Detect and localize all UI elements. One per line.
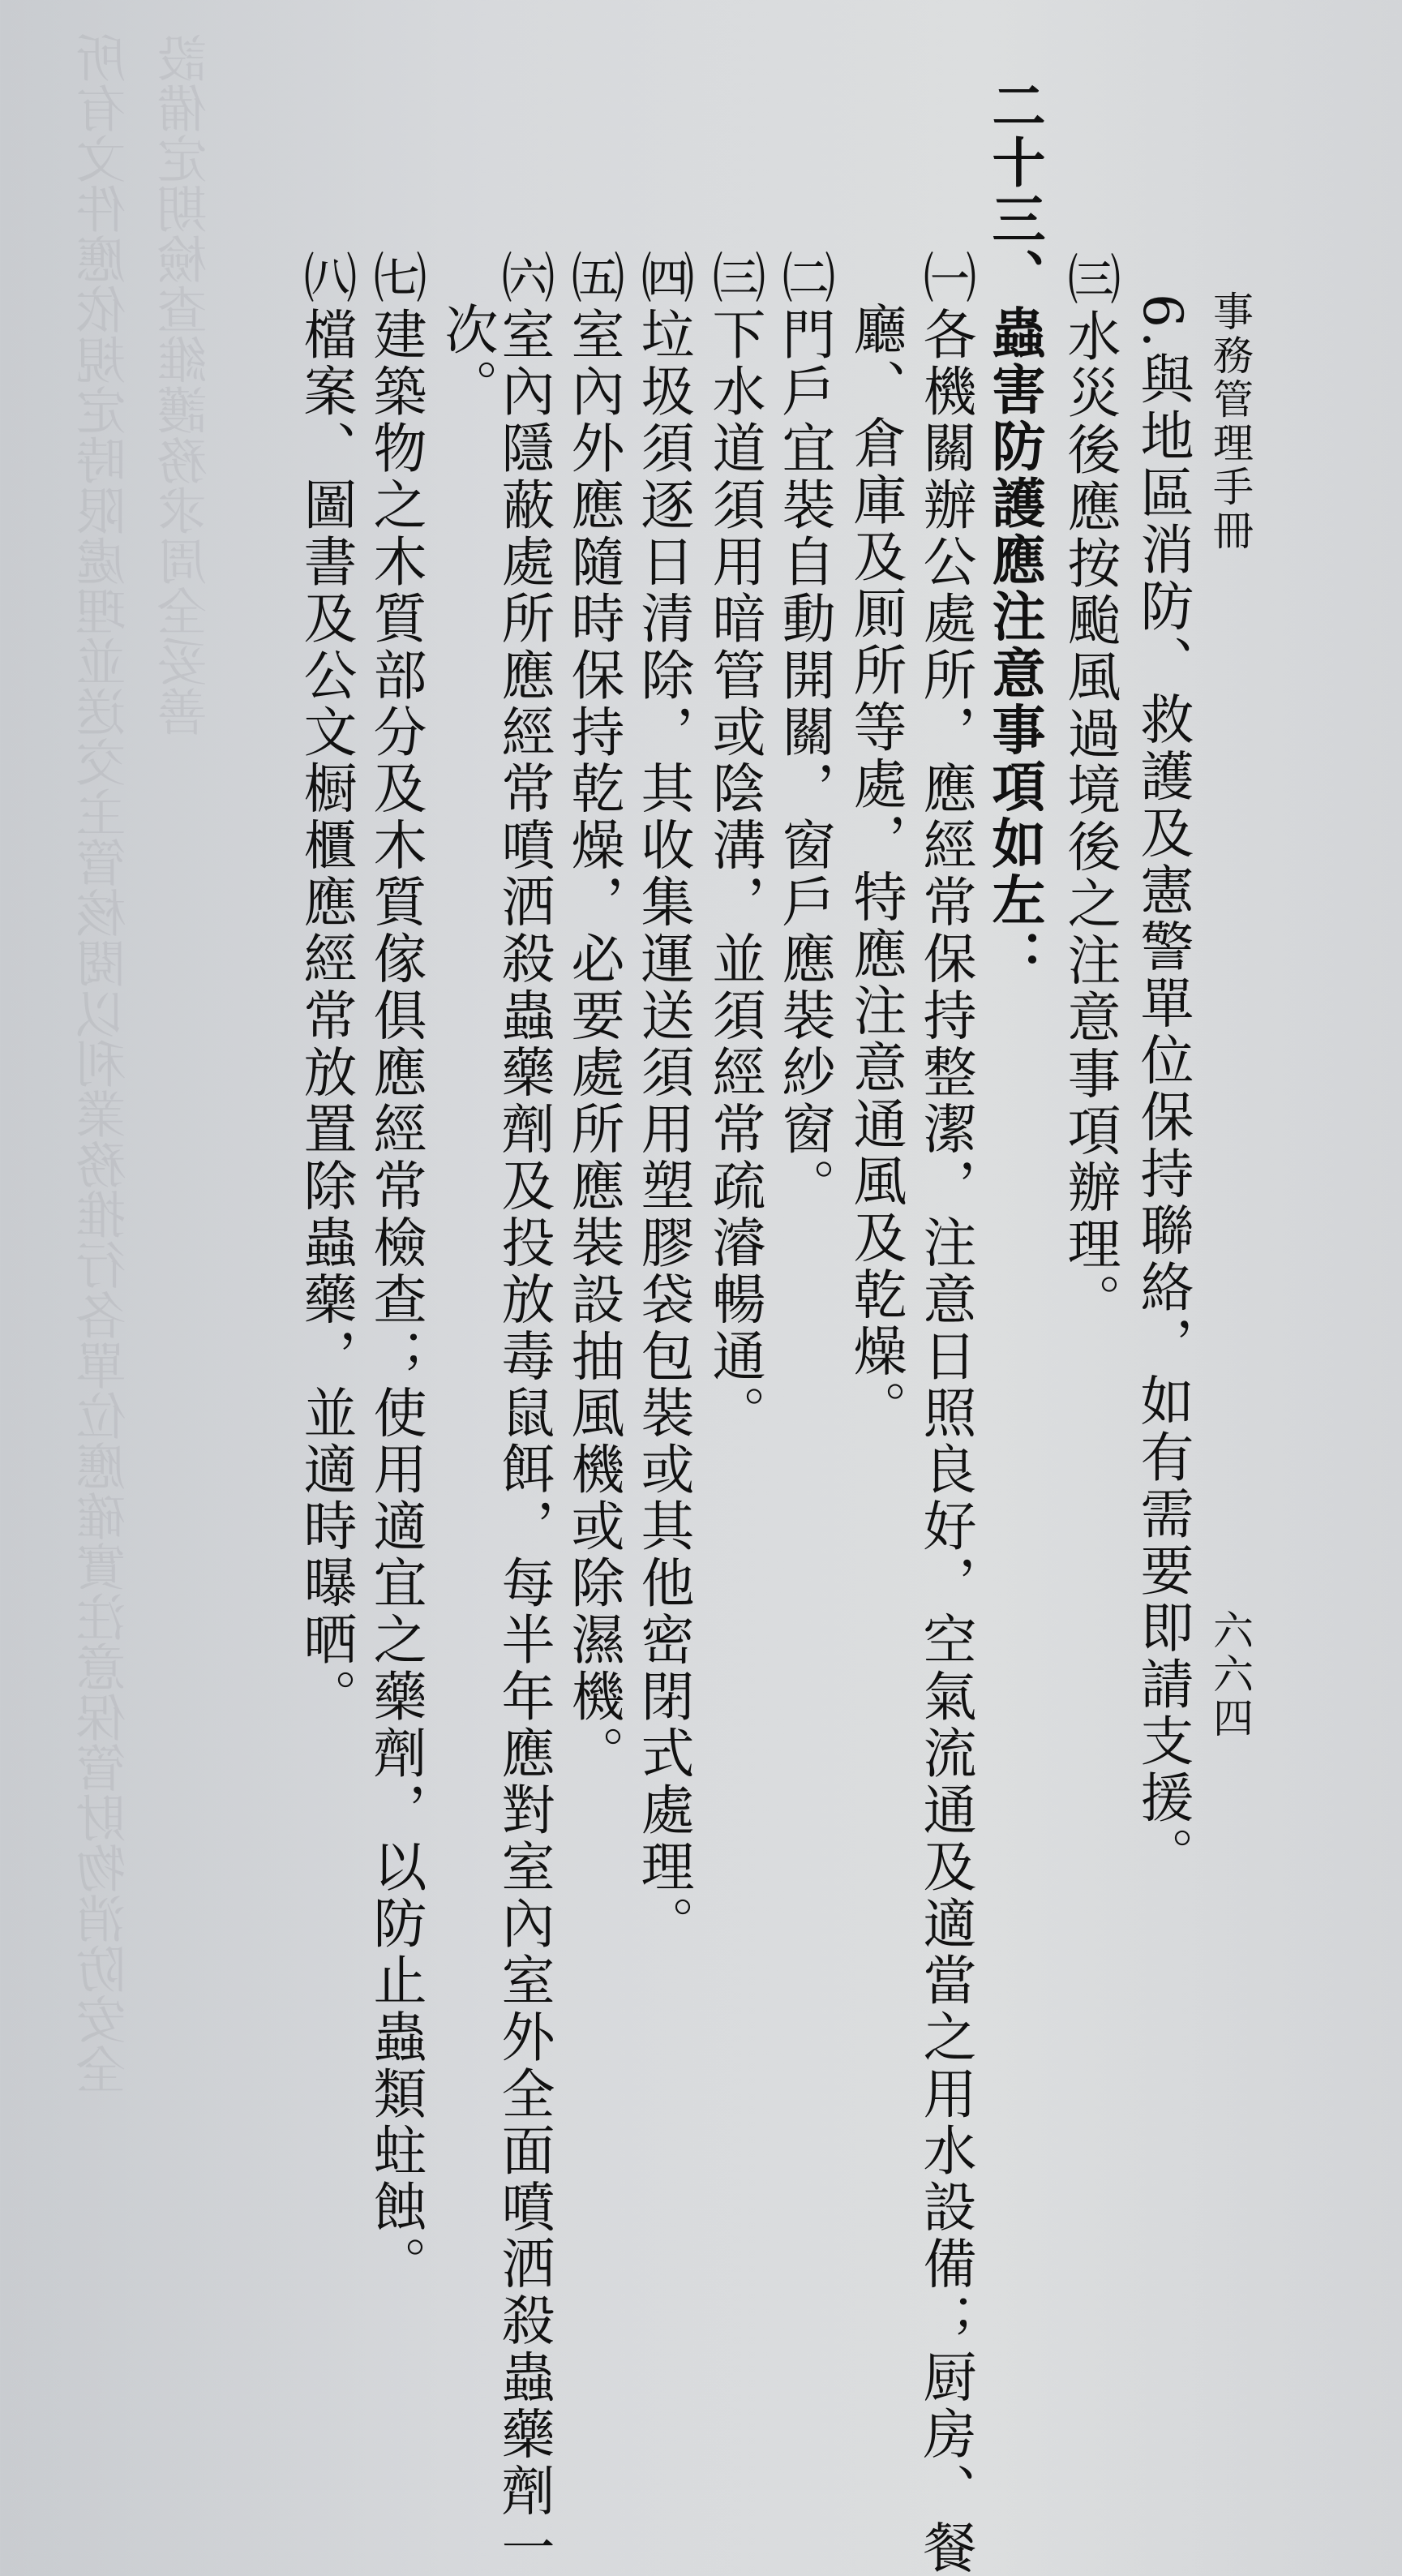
- page-number: 六六四: [1207, 1609, 1254, 1741]
- book-title: 事務管理手冊: [1207, 290, 1254, 553]
- text-column-13: ㈧檔案、圖書及公文橱櫃應經常放置除蟲藥，並適時曝晒。: [294, 250, 357, 1725]
- text-column-6: ㈡門戶宜裝自動開關，窗戶應裝紗窗。: [773, 250, 835, 1215]
- section-heading: 二十三、蟲害防護應注意事項如左：: [983, 78, 1046, 986]
- text-column-8: ㈣垃圾須逐日清除，其收集運送須用塑膠袋包裝或其他密閉式處理。: [632, 250, 694, 1952]
- text-column-12: ㈦建築物之木質部分及木質傢俱應經常檢查；使用適宜之藥劑，以防止蟲類蛀蝕。: [364, 250, 427, 2293]
- text-column-10: ㈥室內隱蔽處所應經常噴洒殺蟲藥劑及投放毒鼠餌，每半年應對室內室外全面噴洒殺蟲藥劑一: [492, 250, 555, 2576]
- text-column-5: 廳、倉庫及厠所等處，特應注意通風及乾燥。: [844, 302, 907, 1437]
- text-column-2: ㈢水災後應按颱風過境後之注意事項辦理。: [1058, 251, 1121, 1330]
- text-column-4: ㈠各機關辦公處所，應經常保持整潔，注意日照良好，空氣流通及適當之用水設備；厨房、餐: [914, 250, 976, 2576]
- text-column-11: 次。: [435, 302, 498, 415]
- text-column-1: 6.與地區消防、救護及憲警單位保持聯絡，如有需要即請支援。: [1131, 294, 1194, 1883]
- bleed-through-background: 所有文件應依規定時限處理並送交主管核閱以利業務推行各單位應確實注意保管財物消防安全設備定期檢查維護務求周全妥善: [75, 32, 216, 2094]
- text-column-9: ㈤室內外應隨時保持乾燥，必要處所應裝設抽風機或除濕機。: [562, 250, 624, 1782]
- text-column-7: ㈢下水道須用暗管或陰溝，並須經常疏濬暢通。: [703, 250, 765, 1442]
